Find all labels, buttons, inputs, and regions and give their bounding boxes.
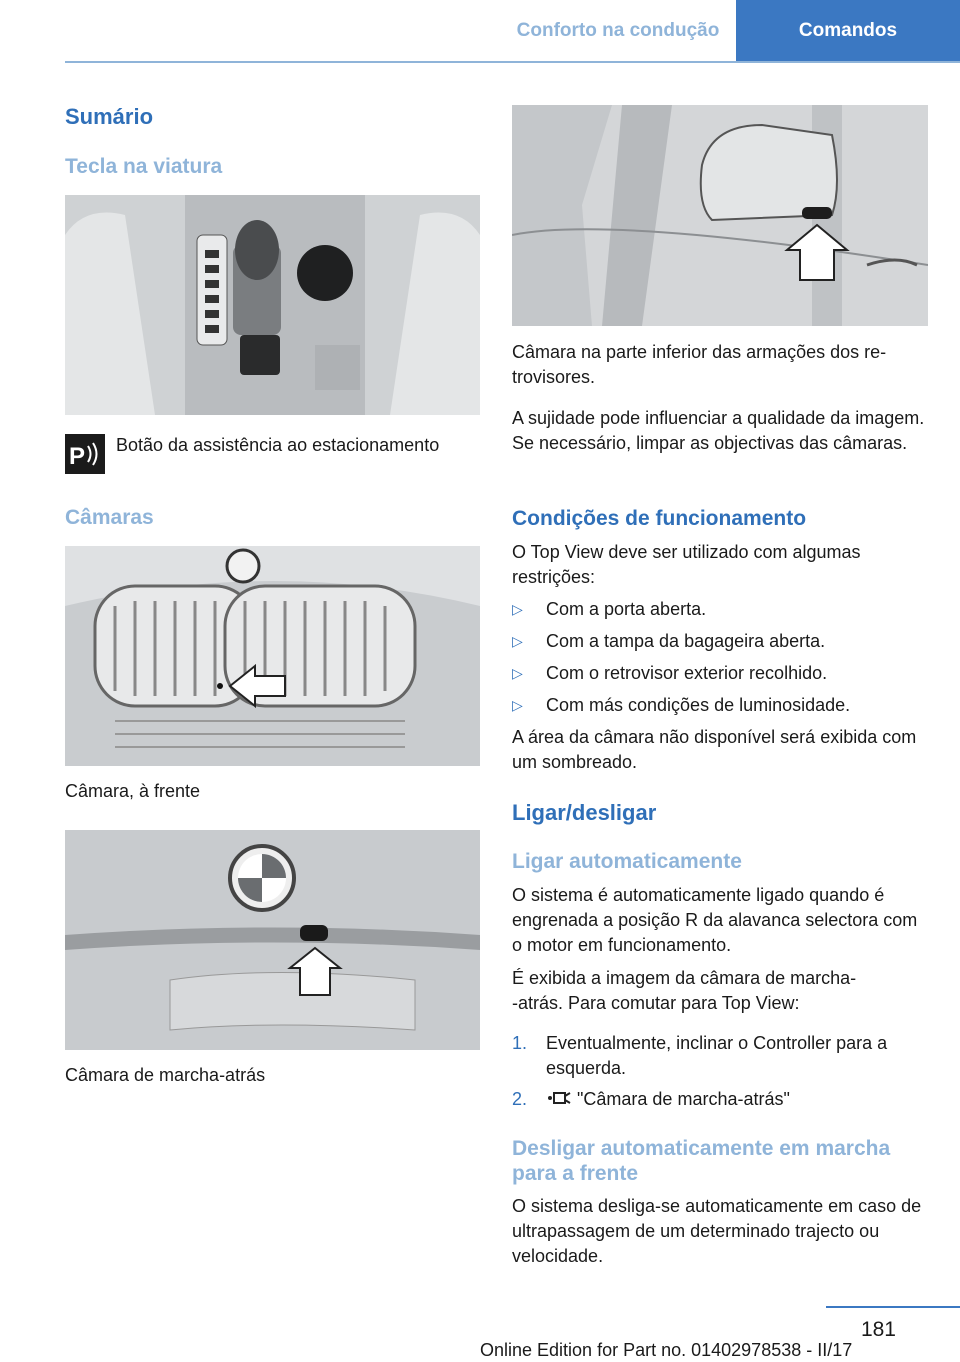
step-number: 2. bbox=[512, 1089, 528, 1109]
step-number: 1. bbox=[512, 1033, 528, 1053]
rear-view-text: É exibida a imagem da câmara de marcha- -atrás. Para comutar para Top View: bbox=[512, 968, 857, 1013]
bullet-mark: ▷ bbox=[512, 697, 523, 713]
list-item-text: Com a tampa da bagageira aberta. bbox=[546, 631, 826, 651]
list-item-text: Com más condições de luminosidade. bbox=[546, 695, 851, 715]
button-in-vehicle-heading: Tecla na viatura bbox=[65, 155, 223, 178]
list-item-text: Com o retrovisor exterior recolhido. bbox=[546, 663, 828, 683]
bullet-mark: ▷ bbox=[512, 633, 523, 649]
mirror-camera-image bbox=[512, 105, 928, 326]
dirt-warning-text: A sujidade pode influenciar a qualidade da imagem. Se necessário, limpar as objectivas das câmaras. bbox=[512, 408, 925, 453]
shaded-area-text: A área da câmara não disponível será exibida com um sombreado. bbox=[512, 727, 917, 772]
front-camera-image bbox=[65, 546, 480, 766]
auto-off-heading: Desligar automaticamente em marcha para a frente bbox=[512, 1137, 891, 1185]
list-item bbox=[512, 693, 928, 718]
footer-divider bbox=[826, 1306, 960, 1308]
page-number: 181 bbox=[860, 1318, 896, 1341]
auto-off-text: O sistema desliga-se automaticamente em caso de ultrapassagem de um determinado trajecto ou velocidade. bbox=[512, 1196, 922, 1266]
summary-title: Sumário bbox=[65, 104, 154, 129]
step-text: "Câmara de marcha-atrás" bbox=[577, 1089, 790, 1109]
bullet-mark: ▷ bbox=[512, 665, 523, 681]
cameras-heading: Câmaras bbox=[65, 506, 154, 529]
step-item bbox=[512, 1031, 928, 1081]
step-text: Eventualmente, inclinar o Controller para a esquerda. bbox=[546, 1033, 888, 1078]
edition-note: Online Edition for Part no. 01402978538 - II/17 bbox=[480, 1340, 853, 1360]
mirror-camera-caption: Câmara na parte inferior das armações dos re- trovisores. bbox=[512, 342, 887, 387]
list-item bbox=[512, 629, 928, 654]
center-console-image bbox=[65, 195, 480, 415]
auto-on-heading: Ligar automaticamente bbox=[512, 850, 742, 873]
header-section-label: Conforto na condução bbox=[500, 0, 736, 61]
front-camera-caption: Câmara, à frente bbox=[65, 781, 201, 801]
conditions-heading: Condições de funcionamento bbox=[512, 507, 807, 530]
list-item bbox=[512, 597, 928, 622]
svg-text:P: P bbox=[69, 443, 86, 470]
on-off-heading: Ligar/desligar bbox=[512, 800, 657, 825]
rear-camera-caption: Câmara de marcha-atrás bbox=[65, 1065, 266, 1085]
conditions-intro: O Top View deve ser utilizado com algumas restrições: bbox=[512, 542, 861, 587]
auto-on-text: O sistema é automaticamente ligado quando é engrenada a posição R da alavanca selectora com o motor em funcionamento. bbox=[512, 885, 918, 955]
park-assist-button-caption: Botão da assistência ao estacionamento bbox=[116, 435, 440, 455]
camera-icon bbox=[546, 1090, 572, 1108]
parking-assist-icon bbox=[65, 434, 105, 474]
rear-camera-image bbox=[65, 830, 480, 1050]
header-divider bbox=[65, 61, 960, 63]
list-item-text: Com a porta aberta. bbox=[546, 599, 707, 619]
step-item bbox=[512, 1087, 928, 1112]
header-active-tab: Comandos bbox=[736, 0, 960, 61]
bullet-mark: ▷ bbox=[512, 601, 523, 617]
list-item bbox=[512, 661, 928, 686]
